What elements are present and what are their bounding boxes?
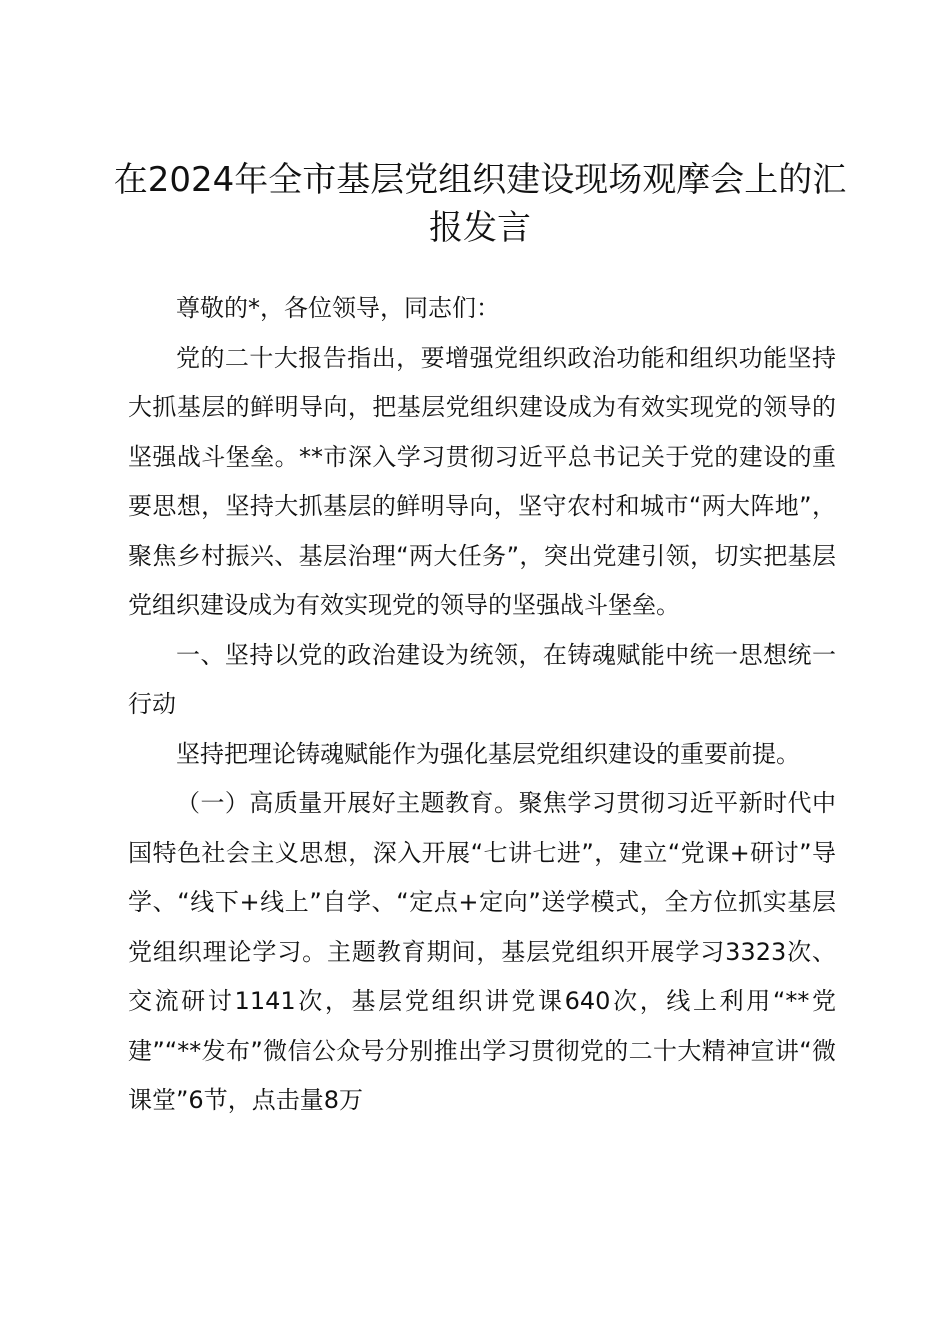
intro-paragraph: 党的二十大报告指出，要增强党组织政治功能和组织功能坚持大抓基层的鲜明导向，把基层党组织建设成为有效实现党的领导的坚强战斗堡垒。**市深入学习贯彻习近平总书记关于党的建设的重要思想，坚持大抓基层的鲜明导向，坚守农村和城市“两大阵地”，聚焦乡村振兴、基层治理“两大任务”，突出党建引领，切实把基层党组织建设成为有效实现党的领导的坚强战斗堡垒。 <box>128 343 836 619</box>
subsection-paragraph: （一）高质量开展好主题教育。聚焦学习贯彻习近平新时代中国特色社会主义思想，深入开展“七讲七进”，建立“党课+研讨”导学、“线下+线上”自学、“定点+定向”送学模式，全方位抓实基层党组织理论学习。主题教育期间，基层党组织开展学习3323次、交流研讨1141次，基层党组织讲党课640次，线上利用“**党建”“**发布”微信公众号分别推出学习贯彻党的二十大精神宣讲“微课堂”6节，点击量8万 <box>128 789 836 1114</box>
document-title: 在2024年全市基层党组织建设现场观摩会上的汇报发言 <box>113 160 847 248</box>
salutation-paragraph: 尊敬的*，各位领导，同志们： <box>176 294 500 322</box>
section-lead-paragraph: 坚持把理论铸魂赋能作为强化基层党组织建设的重要前提。 <box>176 739 800 768</box>
section-heading-one: 一、坚持以党的政治建设为统领，在铸魂赋能中统一思想统一行动 <box>128 640 836 718</box>
document-body <box>128 284 836 1126</box>
